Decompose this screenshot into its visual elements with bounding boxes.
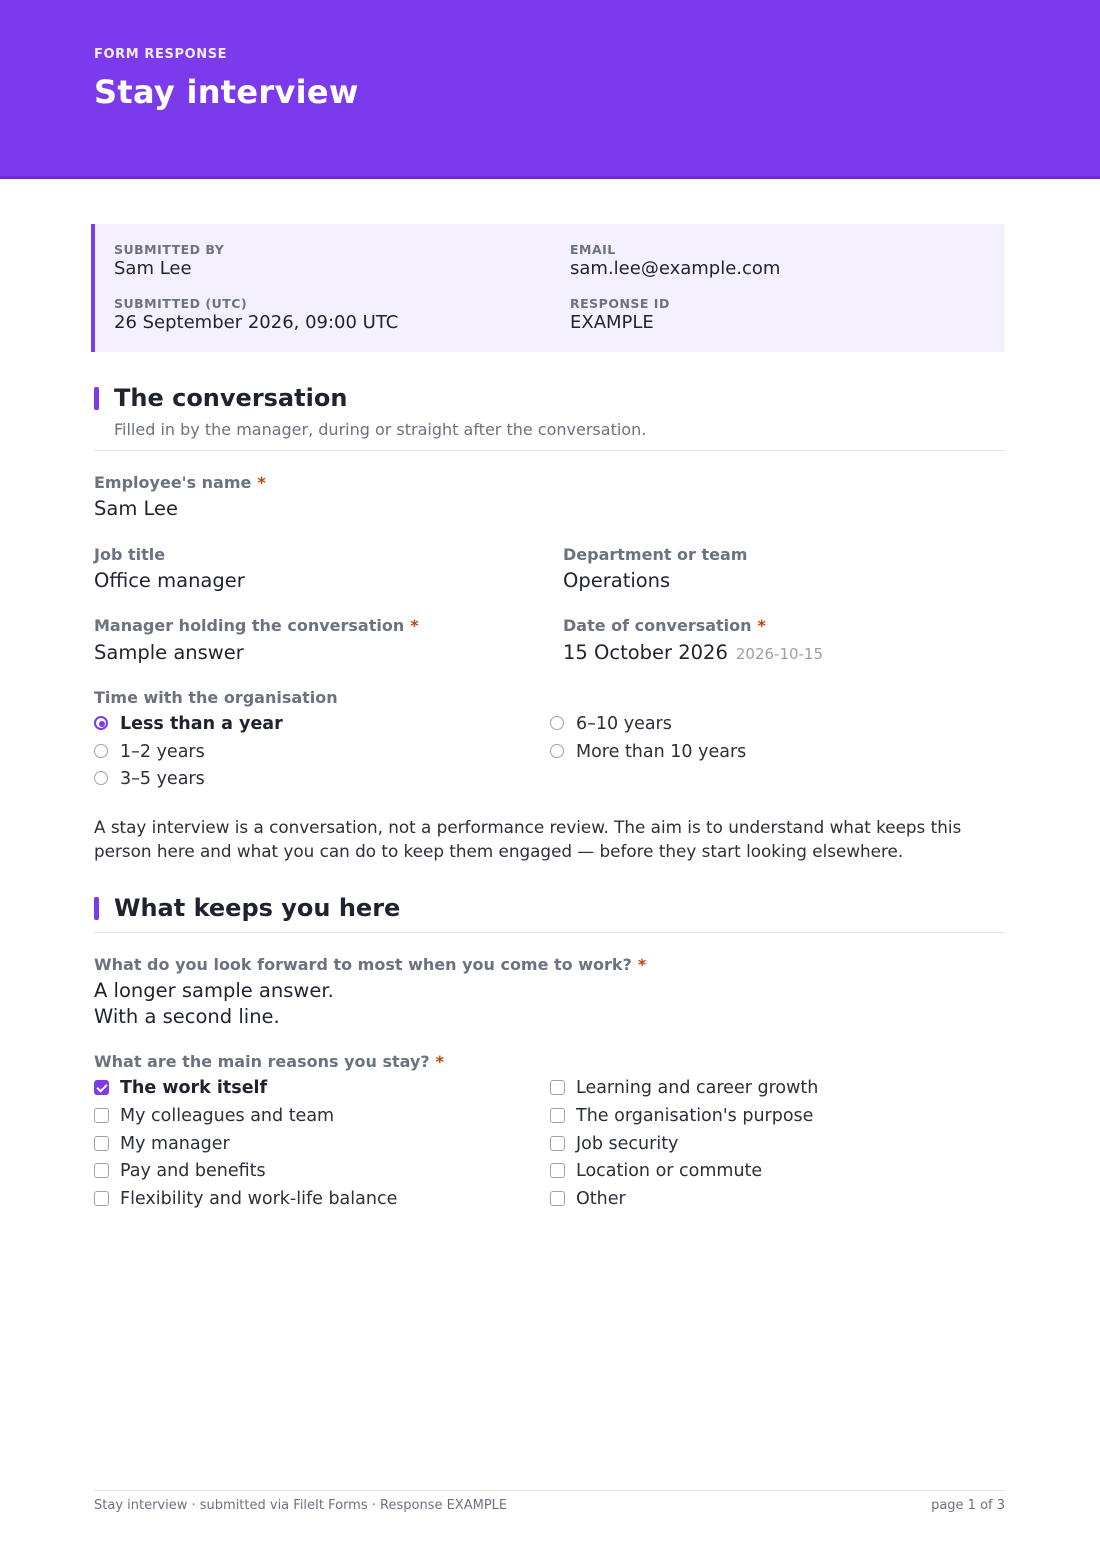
reason-option[interactable]: Other (550, 1188, 626, 1210)
footer-divider (94, 1490, 1005, 1491)
section-title-what-keeps-you (94, 894, 400, 922)
email (570, 242, 780, 279)
checkbox-icon (94, 1136, 109, 1151)
look-forward-label: What do you look forward to most when you come to work? * (94, 955, 647, 974)
radio-icon (550, 716, 564, 730)
reason-option[interactable]: Learning and career growth (550, 1077, 818, 1099)
section-divider (94, 450, 1005, 451)
radio-icon (94, 744, 108, 758)
form-header (0, 0, 1100, 179)
reason-option[interactable]: The work itself (94, 1077, 267, 1099)
stay-interview-intro: A stay interview is a conversation, not a performance review. The aim is to understand what keeps this person here and what you can do to keep them engaged — before they start looking elsewhere. (94, 817, 962, 861)
reasons-label: What are the main reasons you stay? * (94, 1052, 445, 1071)
submitted-at (114, 296, 398, 333)
tenure-label: Time with the organisation (94, 688, 338, 707)
manager-value: Sample answer (94, 641, 244, 664)
checkbox-icon (94, 1080, 109, 1095)
job-title-label: Job title (94, 545, 166, 564)
manager-label: Manager holding the conversation * (94, 616, 419, 635)
conversation-date-value: 15 October 2026 2026-10-15 (563, 641, 824, 664)
response-id-label: RESPONSE ID (570, 296, 670, 311)
tenure-option[interactable]: More than 10 years (550, 741, 746, 763)
checkbox-icon (94, 1191, 109, 1206)
checkbox-icon (550, 1080, 565, 1095)
form-title: Stay interview (94, 73, 359, 111)
required-marker: * (435, 1052, 445, 1071)
checkbox-icon (550, 1108, 565, 1123)
required-marker: * (257, 473, 266, 492)
checkbox-icon (94, 1108, 109, 1123)
conversation-date-iso: 2026-10-15 (735, 645, 824, 663)
section-accent-bar (94, 897, 99, 920)
section-divider (94, 932, 1005, 933)
employee-name-label: Employee's name * (94, 473, 266, 492)
department-label: Department or team (563, 545, 748, 564)
email-value: sam.lee@example.com (570, 258, 781, 279)
tenure-option[interactable]: 1–2 years (94, 741, 205, 763)
look-forward-value: A longer sample answer. With a second line. (94, 979, 334, 1028)
section-title-text: What keeps you here (114, 894, 401, 922)
tenure-option[interactable]: Less than a year (94, 713, 283, 735)
page-number: page 1 of 3 (931, 1498, 1005, 1513)
submitted-by-value: Sam Lee (114, 258, 192, 279)
response-id (570, 296, 670, 333)
checkbox-icon (550, 1191, 565, 1206)
checkbox-icon (550, 1136, 565, 1151)
required-marker: * (637, 955, 647, 974)
department-value: Operations (563, 569, 671, 592)
radio-icon (94, 771, 108, 785)
reason-option[interactable]: Flexibility and work-life balance (94, 1188, 397, 1210)
reason-option[interactable]: The organisation's purpose (550, 1105, 813, 1127)
job-title-value: Office manager (94, 569, 245, 592)
checkbox-icon (550, 1163, 565, 1178)
radio-icon (94, 716, 108, 730)
conversation-date-label: Date of conversation * (563, 616, 766, 635)
reason-option[interactable]: My colleagues and team (94, 1105, 334, 1127)
section-description: Filled in by the manager, during or straight after the conversation. (114, 420, 647, 439)
tenure-option[interactable]: 6–10 years (550, 713, 672, 735)
response-id-value: EXAMPLE (570, 312, 654, 333)
form-eyebrow: FORM RESPONSE (94, 47, 228, 62)
footer-left-text: Stay interview · submitted via FileIt Forms · Response EXAMPLE (94, 1498, 508, 1513)
required-marker: * (410, 616, 419, 635)
section-title-conversation (94, 384, 347, 412)
reason-option[interactable]: My manager (94, 1133, 230, 1155)
radio-icon (550, 744, 564, 758)
required-marker: * (757, 616, 766, 635)
submission-meta (91, 224, 1005, 352)
submitted-at-value: 26 September 2026, 09:00 UTC (114, 312, 399, 333)
reason-option[interactable]: Pay and benefits (94, 1160, 266, 1182)
submitted-at-label: SUBMITTED (UTC) (114, 296, 248, 311)
submitted-by (114, 242, 224, 279)
section-title-text: The conversation (114, 384, 348, 412)
reason-option[interactable]: Location or commute (550, 1160, 762, 1182)
checkbox-icon (94, 1163, 109, 1178)
section-accent-bar (94, 387, 99, 410)
submitted-by-label: SUBMITTED BY (114, 242, 225, 257)
tenure-option[interactable]: 3–5 years (94, 768, 205, 790)
email-label: EMAIL (570, 242, 616, 257)
employee-name-value: Sam Lee (94, 497, 179, 520)
reason-option[interactable]: Job security (550, 1133, 678, 1155)
